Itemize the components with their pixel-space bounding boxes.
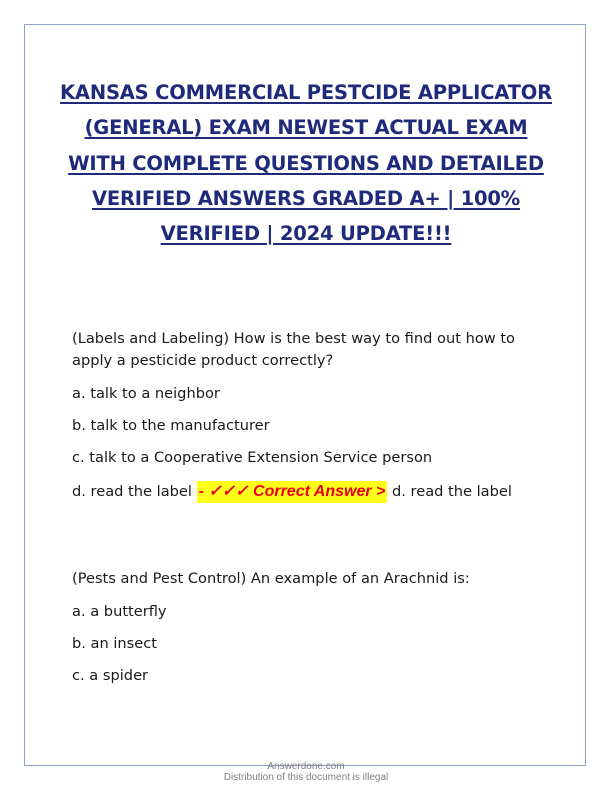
- correct-answer-marker: - ✓✓✓ Correct Answer >: [197, 481, 388, 503]
- question-1-option-c: c. talk to a Cooperative Extension Service person: [72, 449, 433, 466]
- option-d-label: d. read the label: [72, 483, 197, 500]
- question-1-option-b: b. talk to the manufacturer: [72, 417, 270, 434]
- question-2-option-c: c. a spider: [72, 667, 149, 684]
- question-2-option-b: b. an insect: [72, 635, 158, 652]
- question-2-option-a: a. a butterfly: [72, 603, 167, 620]
- footer-distribution-note: Distribution of this document is illegal: [223, 772, 389, 783]
- footer-site-name: Answerdone.com: [267, 761, 345, 772]
- correct-answer-text: d. read the label: [387, 483, 512, 500]
- question-2-text: (Pests and Pest Control) An example of an Arachnid is:: [72, 570, 470, 587]
- document-title: KANSAS COMMERCIAL PESTCIDE APPLICATOR (GENERAL) EXAM NEWEST ACTUAL EXAM WITH COMPLETE QUESTIONS AND DETAILED VERIFIED ANSWERS GRADED A+ | 100% VERIFIED | 2024 UPDATE!!!: [60, 81, 552, 246]
- question-1-option-d: [72, 481, 542, 503]
- question-1-text: (Labels and Labeling) How is the best way to find out how to apply a pesticide product correctly?: [72, 330, 515, 369]
- question-1-option-a: a. talk to a neighbor: [72, 385, 220, 402]
